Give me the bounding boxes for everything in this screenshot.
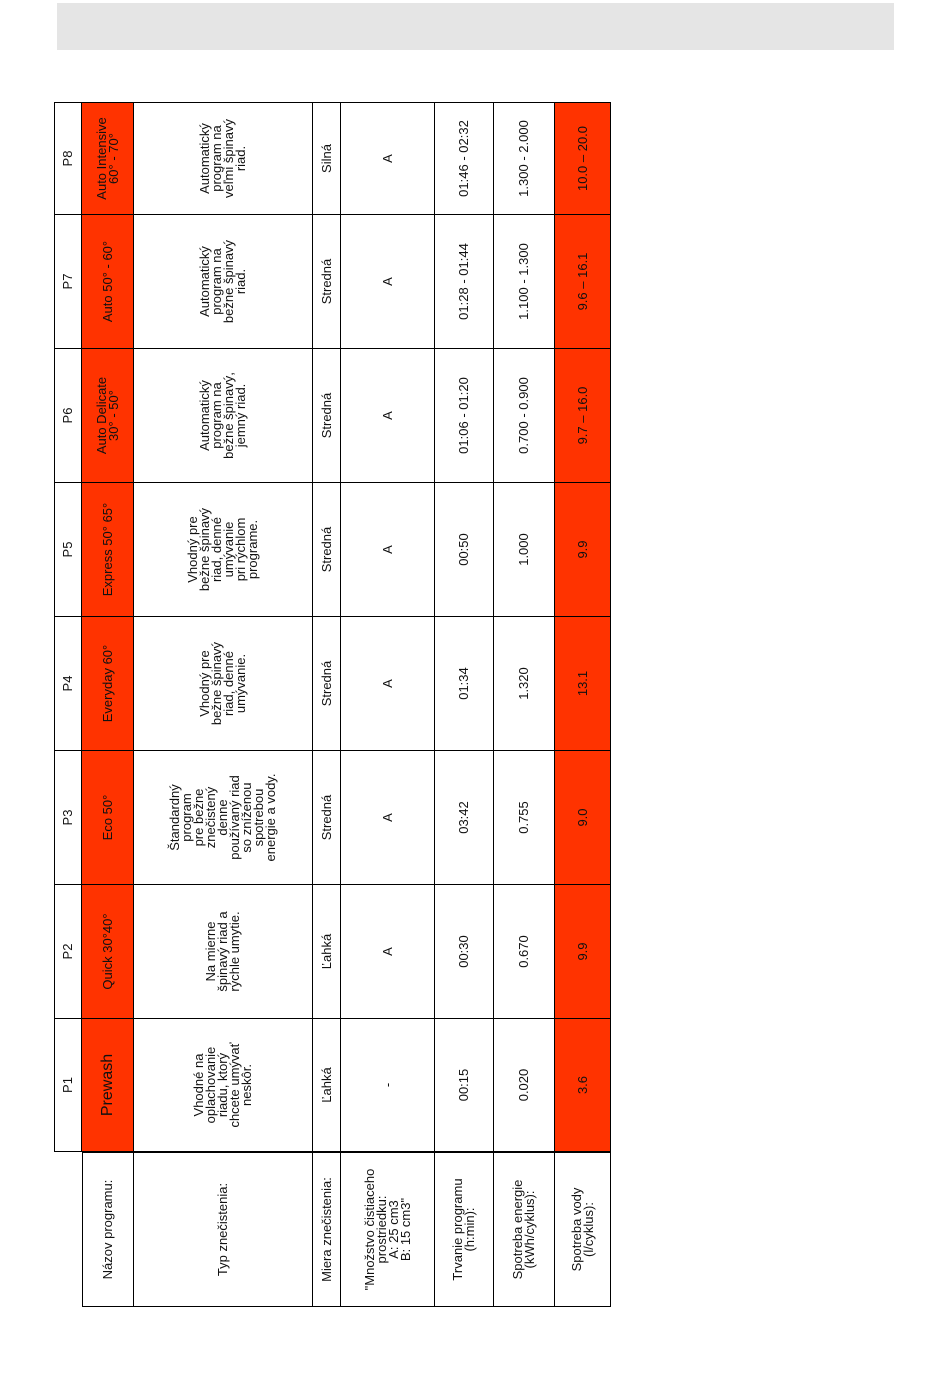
program-det-cell: A	[341, 616, 435, 750]
program-name-cell: Everyday 60°	[82, 616, 134, 750]
program-dur-cell: 00:50	[435, 482, 494, 616]
program-water-cell: 9.6 – 16.1	[555, 214, 611, 348]
program-name-cell: Quick 30°40°	[82, 884, 134, 1018]
program-level-cell: Ľahká	[313, 1018, 341, 1152]
row-label-water: Spotreba vody (l/cyklus):	[555, 1152, 611, 1307]
program-soil-cell: Štandardný program pre bežne znečistený denne používaný riad so zníženou spotrebou energie a vody.	[134, 750, 313, 884]
program-energy-cell: 1.320	[494, 616, 555, 750]
program-energy-cell: 1.100 - 1.300	[494, 214, 555, 348]
program-soil-cell: Na mierne špinavý riad a rýchle umytie.	[134, 884, 313, 1018]
program-level-cell: Silná	[313, 102, 341, 214]
program-det-cell: A	[341, 214, 435, 348]
row-label-energy: Spotreba energie (kWh/cyklus):	[494, 1152, 555, 1307]
row-label-det: "Množstvo čistiaceho prostriedku: A: 25 cm3 B: 15 cm3"	[341, 1152, 435, 1307]
program-table	[54, 102, 611, 1307]
program-det-cell: A	[341, 884, 435, 1018]
program-energy-cell: 1.300 - 2.000	[494, 102, 555, 214]
program-number-cell: P5	[54, 482, 82, 616]
program-energy-cell: 0.670	[494, 884, 555, 1018]
program-level-cell: Stredná	[313, 616, 341, 750]
program-det-cell: A	[341, 102, 435, 214]
program-det-cell: A	[341, 482, 435, 616]
program-water-cell: 13.1	[555, 616, 611, 750]
program-soil-cell: Automatický program na bežne špinavý, jemný riad.	[134, 348, 313, 482]
program-water-cell: 10.0 – 20.0	[555, 102, 611, 214]
program-name-cell: Auto Intensive 60° - 70°	[82, 102, 134, 214]
table-row-soil	[134, 102, 313, 1307]
program-soil-cell: Automatický program na veľmi špinavý riad.	[134, 102, 313, 214]
program-water-cell: 9.7 – 16.0	[555, 348, 611, 482]
program-det-cell: -	[341, 1018, 435, 1152]
program-soil-cell: Vhodný pre bežne špinavý riad, denné umývanie pri rýchlom programe.	[134, 482, 313, 616]
program-dur-cell: 01:46 - 02:32	[435, 102, 494, 214]
program-det-cell: A	[341, 348, 435, 482]
program-level-cell: Stredná	[313, 482, 341, 616]
program-energy-cell: 0.700 - 0.900	[494, 348, 555, 482]
program-water-cell: 3.6	[555, 1018, 611, 1152]
program-water-cell: 9.9	[555, 482, 611, 616]
table-row-energy	[494, 102, 555, 1307]
table-row-det	[341, 102, 435, 1307]
program-dur-cell: 01:28 - 01:44	[435, 214, 494, 348]
program-water-cell: 9.0	[555, 750, 611, 884]
program-dur-cell: 01:06 - 01:20	[435, 348, 494, 482]
program-energy-cell: 0.755	[494, 750, 555, 884]
program-level-cell: Ľahká	[313, 884, 341, 1018]
table-row-water	[555, 102, 611, 1307]
program-det-cell: A	[341, 750, 435, 884]
program-soil-cell: Vhodné na oplachovanie riadu, ktorý chcete umývať neskôr.	[134, 1018, 313, 1152]
row-label-soil: Typ znečistenia:	[134, 1152, 313, 1307]
table-row-num	[54, 102, 82, 1307]
program-name-cell: Express 50° 65°	[82, 482, 134, 616]
program-level-cell: Stredná	[313, 750, 341, 884]
program-energy-cell: 0.020	[494, 1018, 555, 1152]
program-dur-cell: 00:30	[435, 884, 494, 1018]
program-dur-cell: 03:42	[435, 750, 494, 884]
program-name-cell: Prewash	[82, 1018, 134, 1152]
table-row-dur	[435, 102, 494, 1307]
program-number-cell: P8	[54, 102, 82, 214]
program-energy-cell: 1.000	[494, 482, 555, 616]
program-number-cell: P7	[54, 214, 82, 348]
program-name-cell: Auto Delicate 30° - 50°	[82, 348, 134, 482]
program-soil-cell: Automatický program na bežne špinavý riad.	[134, 214, 313, 348]
program-dur-cell: 00:15	[435, 1018, 494, 1152]
header-bar	[57, 3, 894, 50]
program-name-cell: Auto 50° - 60°	[82, 214, 134, 348]
program-level-cell: Stredná	[313, 348, 341, 482]
table-row-level	[313, 102, 341, 1307]
program-name-cell: Eco 50°	[82, 750, 134, 884]
program-number-cell: P4	[54, 616, 82, 750]
row-label-name: Názov programu:	[82, 1152, 134, 1307]
program-number-cell: P1	[54, 1018, 82, 1152]
row-label-level: Miera znečistenia:	[313, 1152, 341, 1307]
program-water-cell: 9.9	[555, 884, 611, 1018]
program-number-cell: P3	[54, 750, 82, 884]
program-number-cell: P6	[54, 348, 82, 482]
program-level-cell: Stredná	[313, 214, 341, 348]
program-dur-cell: 01:34	[435, 616, 494, 750]
row-label-dur: Trvanie programu (h:min):	[435, 1152, 494, 1307]
program-soil-cell: Vhodný pre bežne špinavý riad, denné umývanie.	[134, 616, 313, 750]
table-row-name	[82, 102, 134, 1307]
program-number-cell: P2	[54, 884, 82, 1018]
